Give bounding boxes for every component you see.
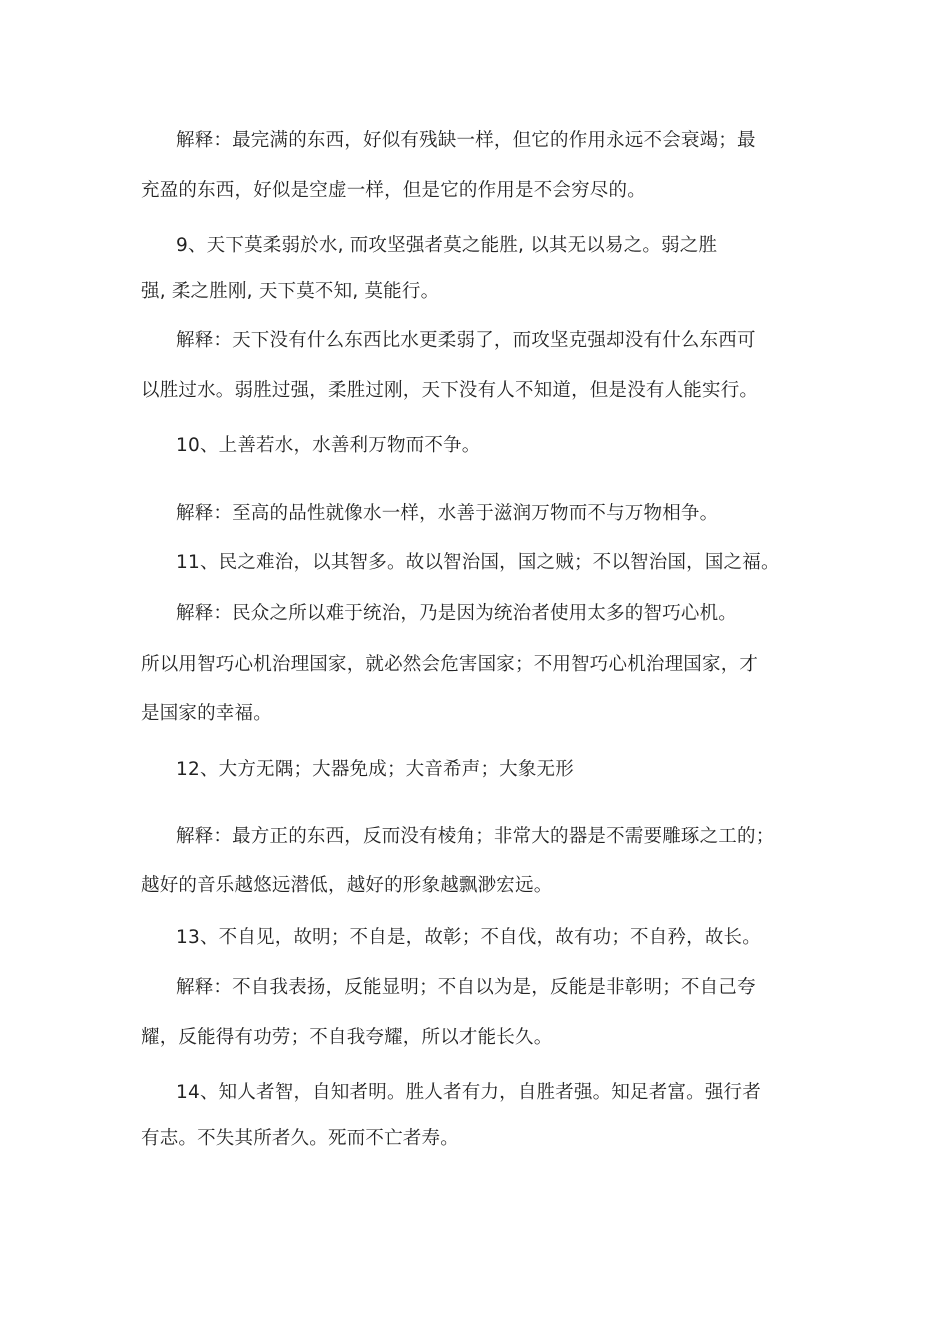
paragraph-line: 解释：民众之所以难于统治，乃是因为统治者使用太多的智巧心机。 (176, 603, 738, 624)
paragraph-line: 越好的音乐越悠远潜低，越好的形象越飘渺宏远。 (141, 875, 553, 896)
paragraph-line: 是国家的幸福。 (141, 703, 272, 724)
paragraph-line: 10、上善若水，水善利万物而不争。 (176, 435, 481, 456)
paragraph-line: 有志。不失其所者久。死而不亡者寿。 (141, 1128, 459, 1149)
paragraph-line: 解释：不自我表扬，反能显明；不自以为是，反能是非彰明；不自己夸 (176, 977, 756, 998)
paragraph-line: 解释：最完满的东西，好似有残缺一样，但它的作用永远不会衰竭；最 (176, 130, 756, 151)
paragraph-line: 解释：天下没有什么东西比水更柔弱了，而攻坚克强却没有什么东西可 (176, 330, 756, 351)
paragraph-line: 所以用智巧心机治理国家，就必然会危害国家；不用智巧心机治理国家，才 (141, 654, 759, 675)
paragraph-line: 强, 柔之胜刚, 天下莫不知, 莫能行。 (141, 281, 440, 302)
paragraph-line: 9、天下莫柔弱於水, 而攻坚强者莫之能胜, 以其无以易之。弱之胜 (176, 235, 718, 256)
paragraph-line: 14、知人者智，自知者明。胜人者有力，自胜者强。知足者富。强行者 (176, 1082, 761, 1103)
paragraph-line: 11、民之难治，以其智多。故以智治国，国之贼；不以智治国，国之福。 (176, 552, 780, 573)
paragraph-line: 解释：至高的品性就像水一样，水善于滋润万物而不与万物相争。 (176, 503, 719, 524)
paragraph-line: 13、不自见，故明；不自是，故彰；不自伐，故有功；不自矜，故长。 (176, 927, 761, 948)
paragraph-line: 12、大方无隅；大器免成；大音希声；大象无形 (176, 759, 574, 780)
paragraph-line: 以胜过水。弱胜过强，柔胜过刚，天下没有人不知道，但是没有人能实行。 (141, 380, 759, 401)
paragraph-line: 充盈的东西，好似是空虚一样，但是它的作用是不会穷尽的。 (141, 180, 646, 201)
paragraph-line: 耀，反能得有功劳；不自我夸耀，所以才能长久。 (141, 1027, 553, 1048)
paragraph-line: 解释：最方正的东西，反而没有棱角；非常大的器是不需要雕琢之工的； (176, 826, 775, 847)
